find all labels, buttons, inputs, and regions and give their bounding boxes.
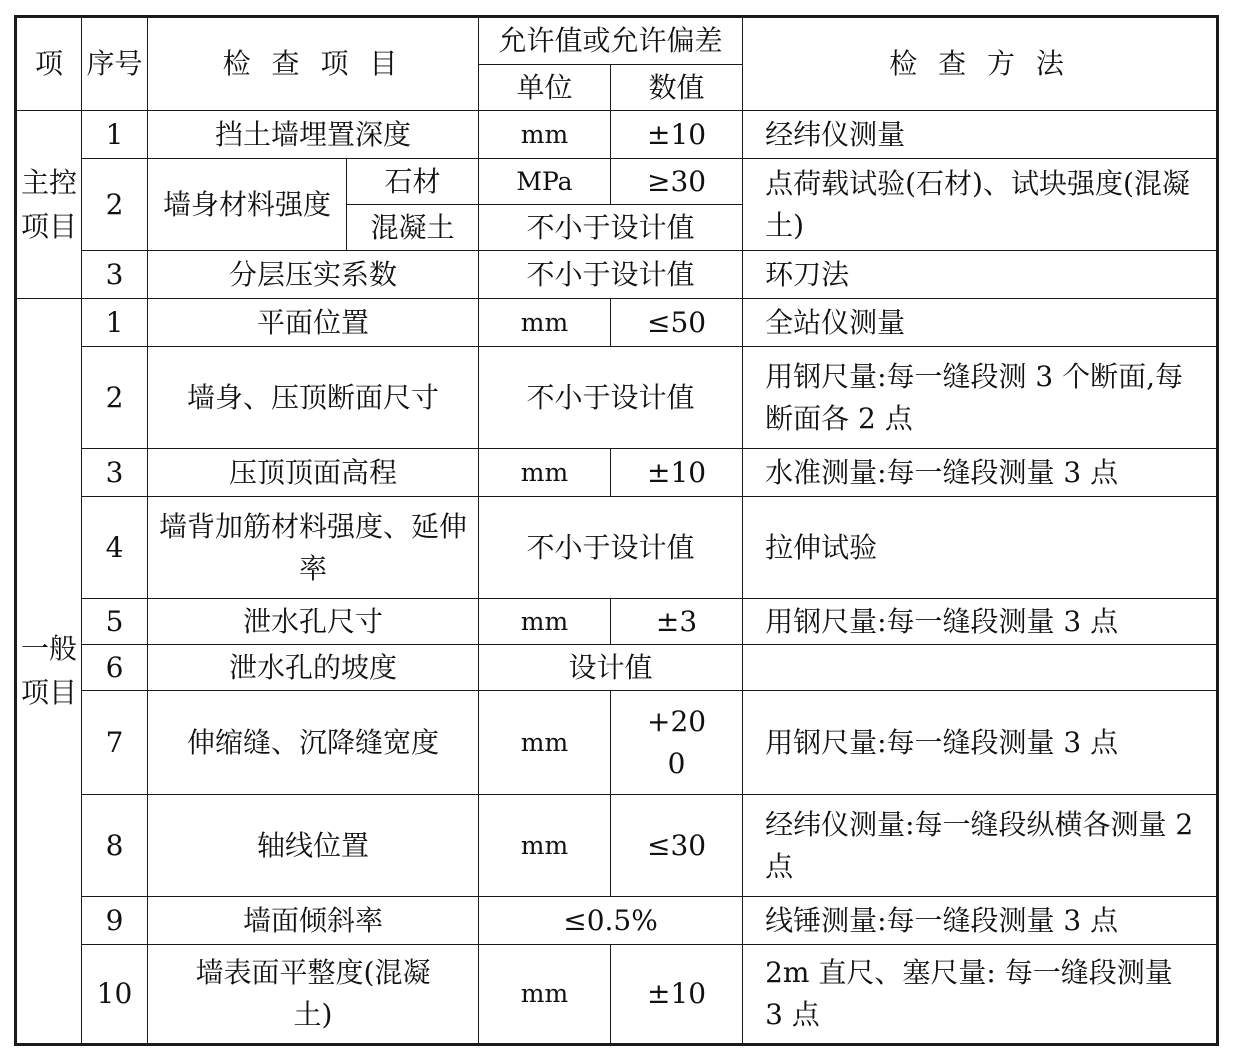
row-unit: mm (479, 945, 611, 1045)
row-seq: 3 (82, 251, 148, 299)
row-method (743, 645, 1218, 691)
table-row (16, 645, 1218, 691)
header-allowance: 允许值或允许偏差 (479, 17, 743, 65)
group-main-label: 主控项目 (16, 111, 82, 299)
row-unit: mm (479, 795, 611, 897)
row-item: 墙面倾斜率 (148, 897, 479, 945)
row-value: ≤0.5% (479, 897, 743, 945)
row-value: 不小于设计值 (479, 347, 743, 449)
row-seq: 1 (82, 111, 148, 159)
row-seq: 2 (82, 347, 148, 449)
row-value: ±10 (611, 945, 743, 1045)
row-method: 水准测量:每一缝段测量 3 点 (743, 449, 1218, 497)
table-row (16, 897, 1218, 945)
row-method: 全站仪测量 (743, 299, 1218, 347)
header-unit: 单位 (479, 65, 611, 111)
row-value: ±10 (611, 449, 743, 497)
row-subitem: 混凝土 (347, 205, 479, 251)
table-row (16, 111, 1218, 159)
row-seq: 1 (82, 299, 148, 347)
row-method: 拉伸试验 (743, 497, 1218, 599)
row-method: 用钢尺量:每一缝段测量 3 点 (743, 691, 1218, 795)
row-item: 压顶顶面高程 (148, 449, 479, 497)
row-method: 线锤测量:每一缝段测量 3 点 (743, 897, 1218, 945)
row-method: 点荷载试验(石材)、试块强度(混凝土) (743, 159, 1218, 251)
row-unit: MPa (479, 159, 611, 205)
row-seq: 7 (82, 691, 148, 795)
row-seq: 5 (82, 599, 148, 645)
row-unit: mm (479, 599, 611, 645)
row-method: 经纬仪测量 (743, 111, 1218, 159)
header-seq: 序号 (82, 17, 148, 111)
row-value: ≤30 (611, 795, 743, 897)
row-unit: mm (479, 449, 611, 497)
table-row (16, 599, 1218, 645)
row-item: 伸缩缝、沉降缝宽度 (148, 691, 479, 795)
row-item: 分层压实系数 (148, 251, 479, 299)
row-unit: mm (479, 299, 611, 347)
row-method: 用钢尺量:每一缝段测 3 个断面,每断面各 2 点 (743, 347, 1218, 449)
table-row (16, 251, 1218, 299)
row-seq: 2 (82, 159, 148, 251)
row-item: 轴线位置 (148, 795, 479, 897)
row-seq: 9 (82, 897, 148, 945)
table-row (16, 497, 1218, 599)
table-row (16, 449, 1218, 497)
row-item: 墙表面平整度(混凝土) (148, 945, 479, 1045)
row-method: 环刀法 (743, 251, 1218, 299)
table-row (16, 795, 1218, 897)
row-value: +20 0 (611, 691, 743, 795)
row-value: ≥30 (611, 159, 743, 205)
table-row (16, 299, 1218, 347)
table-row (16, 159, 1218, 205)
table-row (16, 945, 1218, 1045)
group-general-label: 一般项目 (16, 299, 82, 1045)
header-category: 项 (16, 17, 82, 111)
row-method: 2m 直尺、塞尺量: 每一缝段测量 3 点 (743, 945, 1218, 1045)
row-value: 不小于设计值 (479, 251, 743, 299)
row-unit: mm (479, 111, 611, 159)
row-value: 不小于设计值 (479, 497, 743, 599)
row-value: 不小于设计值 (479, 205, 743, 251)
inspection-table (14, 15, 1219, 1046)
row-item: 墙身、压顶断面尺寸 (148, 347, 479, 449)
row-value: ±10 (611, 111, 743, 159)
row-seq: 8 (82, 795, 148, 897)
row-item: 墙背加筋材料强度、延伸率 (148, 497, 479, 599)
row-method: 经纬仪测量:每一缝段纵横各测量 2 点 (743, 795, 1218, 897)
row-value: 设计值 (479, 645, 743, 691)
row-item: 泄水孔的坡度 (148, 645, 479, 691)
header-value: 数值 (611, 65, 743, 111)
row-item: 泄水孔尺寸 (148, 599, 479, 645)
row-unit: mm (479, 691, 611, 795)
row-seq: 3 (82, 449, 148, 497)
row-subitem: 石材 (347, 159, 479, 205)
row-item: 平面位置 (148, 299, 479, 347)
row-seq: 4 (82, 497, 148, 599)
header-row (16, 17, 1218, 65)
row-item: 墙身材料强度 (148, 159, 347, 251)
header-method: 检 查 方 法 (743, 17, 1218, 111)
table-row (16, 347, 1218, 449)
header-item: 检 查 项 目 (148, 17, 479, 111)
row-item: 挡土墙埋置深度 (148, 111, 479, 159)
table-row (16, 691, 1218, 795)
row-value: ±3 (611, 599, 743, 645)
row-method: 用钢尺量:每一缝段测量 3 点 (743, 599, 1218, 645)
table-container (14, 15, 1219, 1046)
row-seq: 10 (82, 945, 148, 1045)
row-seq: 6 (82, 645, 148, 691)
row-value: ≤50 (611, 299, 743, 347)
